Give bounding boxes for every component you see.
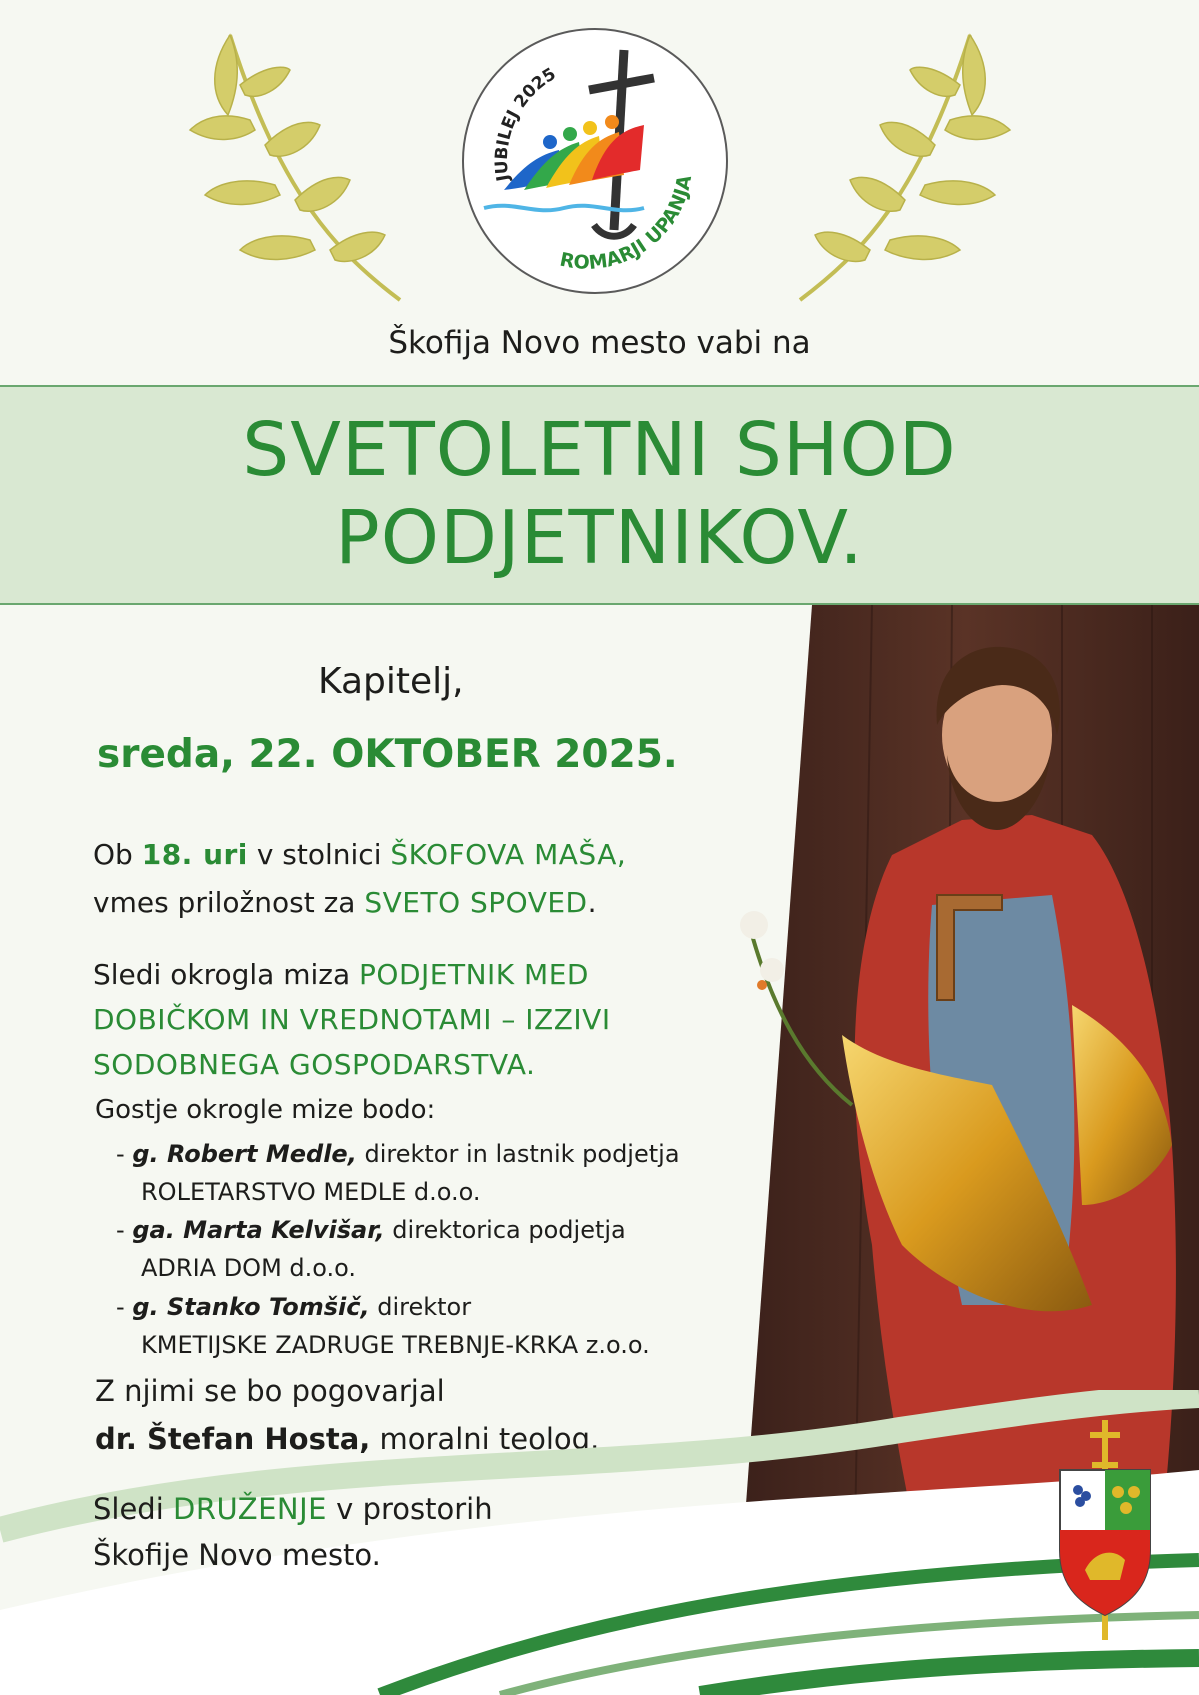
moderator-name: dr. Štefan Hosta, [95,1422,371,1456]
event-title-line-1: SVETOLETNI SHOD [242,407,957,493]
poster-header [0,0,1199,385]
guest-1-company: ROLETARSTVO MEDLE d.o.o. [141,1178,481,1206]
jubilee-emblem-icon [464,30,726,292]
guest-3-name: g. Stanko Tomšič, [132,1293,370,1321]
mass-time: 18. uri [141,838,248,871]
mass-text-a: Ob [93,838,142,871]
svg-text:ROMARJI UPANJA [558,173,696,274]
olive-branch-left-icon [170,25,410,305]
guest-2-dash: - [116,1216,125,1244]
social-text-b: v prostorih [326,1492,493,1526]
roundtable-topic-2: DOBIČKOM IN VREDNOTAMI – IZZIVI [93,1003,611,1036]
guest-1-dash: - [116,1140,125,1168]
roundtable-topic-3: SODOBNEGA GOSPODARSTVA. [93,1048,536,1081]
event-date: sreda, 22. OKTOBER 2025. [97,732,678,777]
event-title-line-2: PODJETNIKOV. [335,495,864,581]
roundtable-line-1 [93,958,589,992]
jubilee-logo [462,28,728,294]
mass-text-b: v stolnici [247,838,391,871]
mass-line-2 [93,886,597,920]
mass-line-1 [93,838,626,872]
roundtable-intro: Sledi okrogla miza [93,958,360,991]
logo-arc-bottom-text: ROMARJI UPANJA [557,173,697,275]
event-place: Kapitelj, [318,661,464,702]
diocese-coat-of-arms-icon [1050,1420,1160,1650]
confession-period: . [587,886,597,919]
moderator-role: moralni teolog. [370,1422,600,1456]
guest-1-role: direktor in lastnik podjetja [356,1140,680,1168]
guest-2-role: direktorica podjetja [384,1216,626,1244]
confession-text: vmes priložnost za [93,886,365,919]
confession-label: SVETO SPOVED [364,886,588,919]
guest-1-line [116,1140,680,1169]
olive-branch-right-icon [790,25,1030,305]
social-line-1 [93,1492,493,1527]
mass-label: ŠKOFOVA MAŠA, [390,838,627,871]
guest-3-dash: - [116,1293,125,1321]
roundtable-topic-1: PODJETNIK MED [359,958,589,991]
title-band [0,385,1199,605]
moderator-line-1: Z njimi se bo pogovarjal [95,1374,445,1408]
guest-2-company: ADRIA DOM d.o.o. [141,1254,357,1282]
guests-intro: Gostje okrogle mize bodo: [95,1095,436,1125]
social-text-a: Sledi [93,1492,173,1526]
guest-3-company: KMETIJSKE ZADRUGE TREBNJE-KRKA z.o.o. [141,1331,650,1359]
inviter-text: Škofija Novo mesto vabi na [388,325,811,361]
guest-3-line [116,1293,471,1322]
guest-3-role: direktor [369,1293,472,1321]
guest-2-line [116,1216,626,1245]
logo-arc-top-text: JUBILEJ 2025 [491,64,560,183]
social-label: DRUŽENJE [173,1492,327,1526]
social-line-2: Škofije Novo mesto. [93,1538,381,1572]
guest-2-name: ga. Marta Kelvišar, [132,1216,385,1244]
guest-1-name: g. Robert Medle, [132,1140,357,1168]
